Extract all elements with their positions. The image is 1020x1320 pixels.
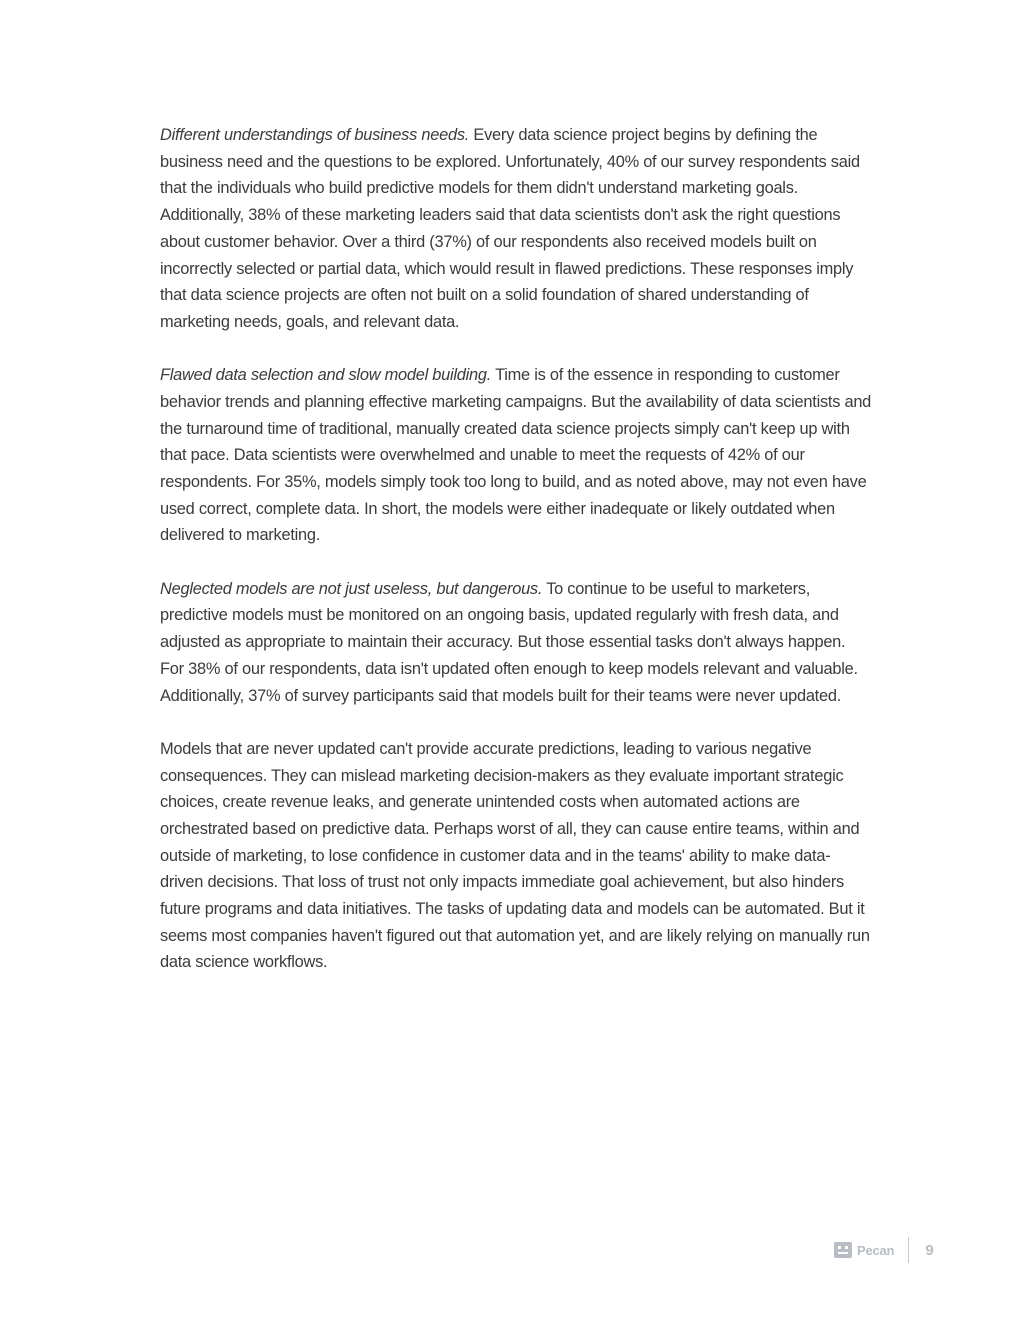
paragraph-text: Models that are never updated can't provide accurate predictions, leading to various negative consequences. They can mislead marketing decision-makers as they evaluate important strategic choices, create revenue leaks, and generate unintended costs when automated actions are orchestrated based on predictive data. Perhaps worst of all, they can cause entire teams, within and outside of marketing, to lose confidence in customer data and in the teams' ability to make data-driven decisions. That loss of trust not only impacts immediate goal achievement, but also hinders future programs and data initiatives. The tasks of updating data and models can be automated. But it seems most companies haven't figured out that automation yet, and are likely relying on manually run data science workflows. xyxy=(160,739,870,972)
paragraph-lead: Different understandings of business needs. xyxy=(160,126,470,144)
paragraph-text: Time is of the essence in responding to customer behavior trends and planning effective marketing campaigns. But the availability of data scientists and the turnaround time of traditional, manually created data science projects simply can't keep up with that pace. Data scientists were overwhelmed and unable to meet the requests of 42% of our respondents. For 35%, models simply took too long to build, and as noted above, may not even have used correct, complete data. In short, the models were either inadequate or likely outdated when delivered to marketing. xyxy=(160,366,872,545)
page-footer xyxy=(834,1236,934,1264)
footer-divider xyxy=(908,1237,909,1263)
paragraph-business-needs xyxy=(160,122,872,336)
page-number: 9 xyxy=(925,1241,934,1259)
paragraph-flawed-data xyxy=(160,362,872,549)
paragraph-lead: Neglected models are not just useless, but dangerous. xyxy=(160,579,543,598)
paragraph-text: To continue to be useful to marketers, predictive models must be monitored on an ongoing basis, updated regularly with fresh data, and adjusted as appropriate to maintain their accuracy. But those essential tasks don't always happen. For 38% of our respondents, data isn't updated often enough to keep models relevant and valuable. Additionally, 37% of survey participants said that models built for their teams were never updated. xyxy=(160,579,858,705)
paragraph-consequences xyxy=(160,736,872,976)
logo-text: Pecan xyxy=(857,1242,895,1258)
document-body xyxy=(160,122,872,1003)
pecan-logo-icon xyxy=(834,1242,852,1258)
paragraph-neglected-models xyxy=(160,576,872,710)
paragraph-text: Every data science project begins by defining the business need and the questions to be explored. Unfortunately, 40% of our survey respondents said that the individuals who build predictive models for them didn't understand marketing goals. Additionally, 38% of these marketing leaders said that data scientists don't ask the right questions about customer behavior. Over a third (37%) of our respondents also received models built on incorrectly selected or partial data, which would result in flawed predictions. These responses imply that data science projects are often not built on a solid foundation of shared understanding of marketing needs, goals, and relevant data. xyxy=(160,126,860,331)
paragraph-lead: Flawed data selection and slow model building. xyxy=(160,366,492,385)
